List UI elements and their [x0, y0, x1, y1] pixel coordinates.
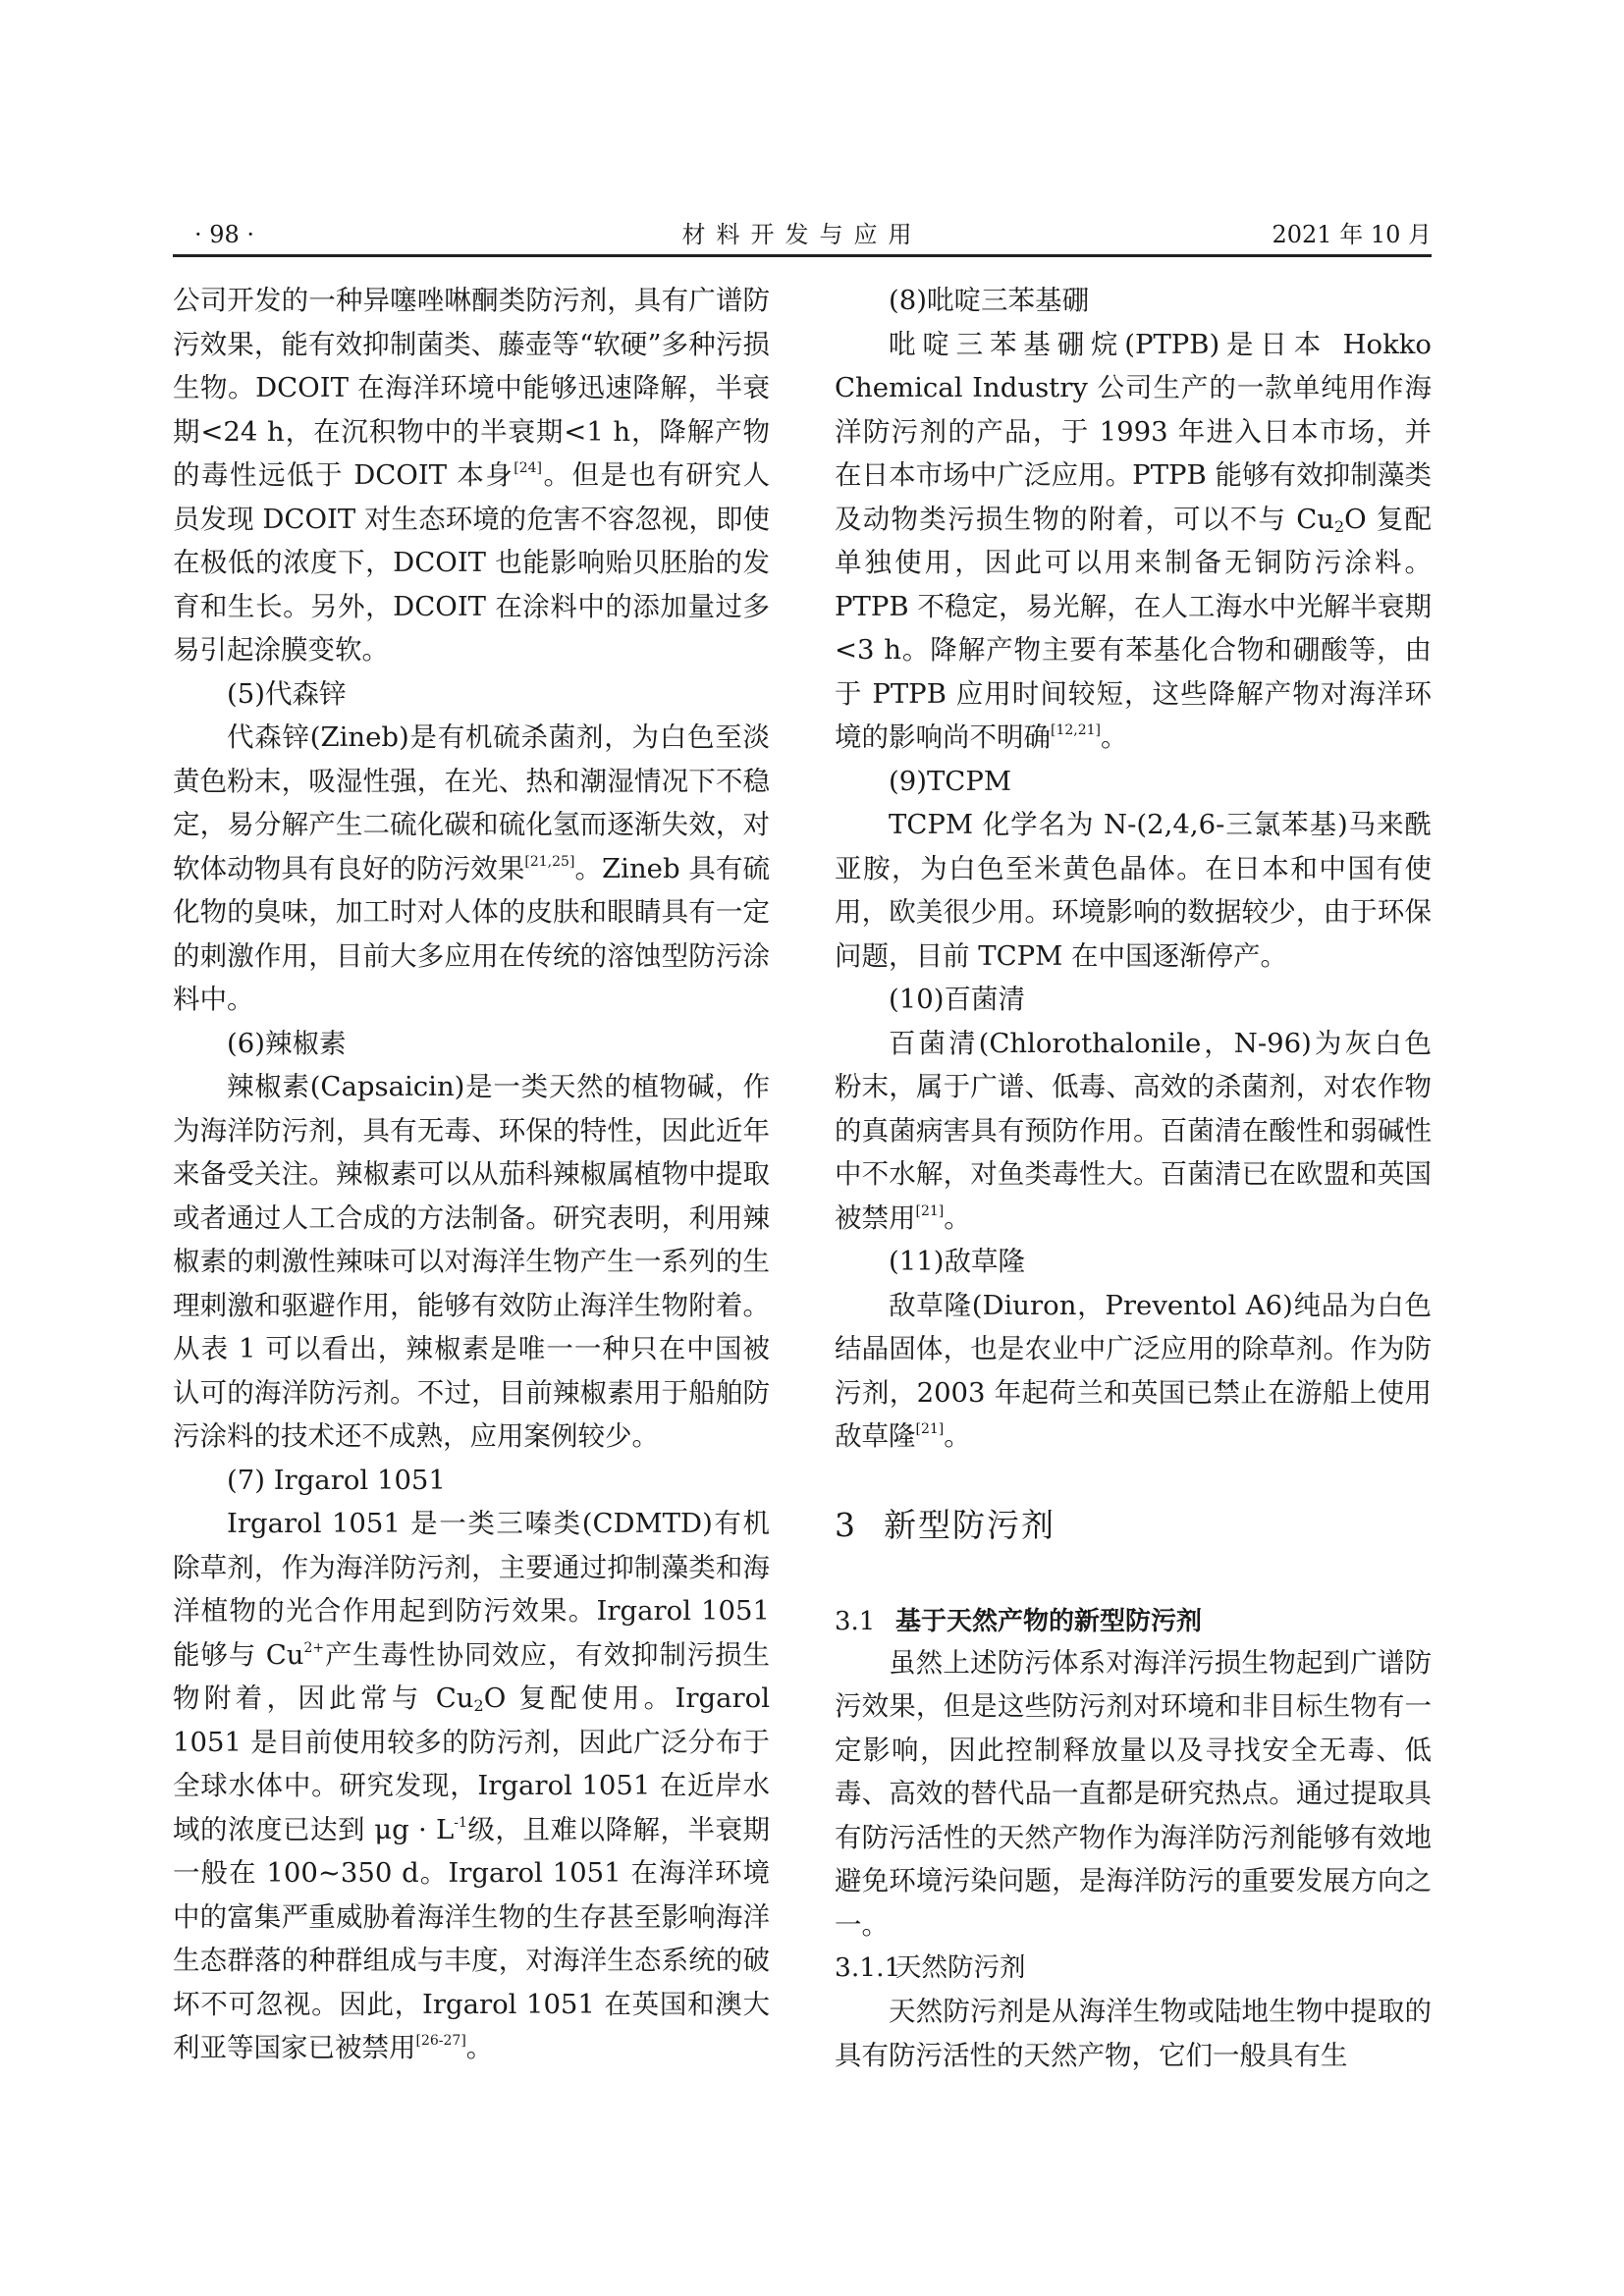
issue-date: 2021 年 10 月	[1272, 221, 1432, 248]
paragraph-diuron: 敌草隆(Diuron，Preventol A6)纯品为白色结晶固体，也是农业中广泛应用的除草剂。作为防污剂，2003 年起荷兰和英国已禁止在游船上使用敌草隆[21]。	[835, 1289, 1432, 1452]
left-column	[173, 279, 770, 2070]
section-number: 3	[835, 1505, 857, 1544]
heading-zineb: (5)代森锌	[227, 677, 347, 710]
journal-title: 材料开发与应用	[681, 221, 923, 248]
citation: [21,25]	[524, 853, 575, 870]
page-number: · 98 ·	[194, 221, 255, 248]
paragraph-zineb: 代森锌(Zineb)是有机硫杀菌剂，为白色至淡黄色粉末，吸湿性强，在光、热和潮湿情况下不稳定，易分解产生二硫化碳和硫化氢而逐渐失效，对软体动物具有良好的防污效果[21,25]。Zineb 具有硫化物的臭味，加工时对人体的皮肤和眼睛具有一定的刺激作用，目前大多应用在传统的溶蚀型防污涂料中。	[173, 721, 771, 1015]
paragraph-irgarol: Irgarol 1051 是一类三嗪类(CDMTD)有机除草剂，作为海洋防污剂，主要通过抑制藻类和海洋植物的光合作用起到防污效果。Irgarol 1051 能够与 $Cu^{2+}$产生毒性协同效应，有效抑制污损生物附着，因此常与 $Cu_2O$ 复配使用。Irgarol 1051 是目前使用较多的防污剂，因此广泛分布于全球水体中。研究发现，Irgarol 1051 在近岸水域的浓度已达到 $\mu g \cdot L^{-1}$级，且难以降解，半衰期一般在 100~350 d。Irgarol 1051 在海洋环境中的富集严重威胁着海洋生物的生存甚至影响海洋生态群落的种群组成与丰度，对海洋生态系统的破坏不可忽视。因此，Irgarol 1051 在英国和澳大利亚等国家已被禁用[26-27]。	[173, 1508, 771, 2063]
heading-ptpb: (8)吡啶三苯基硼	[889, 285, 1089, 316]
subsection-title: 基于天然产物的新型防污剂	[895, 1606, 1203, 1636]
paragraph-chlorothalonil: 百菌清(Chlorothalonile，N-96)为灰白色粉末，属于广谱、低毒、高效的杀菌剂，对农作物的真菌病害具有预防作用。百菌清在酸性和弱碱性中不水解，对鱼类毒性大。百菌清已在欧盟和英国被禁用[21]。	[835, 1027, 1432, 1234]
paragraph-natural-products: 虽然上述防污体系对海洋污损生物起到广谱防污效果，但是这些防污剂对环境和非目标生物有一定影响，因此控制释放量以及寻找安全无毒、低毒、高效的替代品一直都是研究热点。通过提取具有防污活性的天然产物作为海洋防污剂能够有效地避免环境污染问题，是海洋防污的重要发展方向之一。	[835, 1646, 1432, 1941]
paragraph-natural-antifoulants: 天然防污剂是从海洋生物或陆地生物中提取的具有防污活性的天然产物，它们一般具有生	[835, 1996, 1432, 2071]
page-header	[173, 218, 1432, 251]
section-heading	[835, 1504, 1432, 1547]
subsection-heading	[835, 1602, 1432, 1641]
subsection-number: 3.1	[835, 1606, 876, 1636]
heading-tcpm: (9)TCPM	[889, 765, 1011, 797]
heading-chlorothalonil: (10)百菌清	[889, 984, 1025, 1015]
subsubsection-heading	[835, 1947, 1432, 1990]
citation: [21]	[915, 1202, 945, 1219]
heading-irgarol: (7) Irgarol 1051	[227, 1464, 446, 1496]
heading-capsaicin: (6)辣椒素	[227, 1027, 347, 1059]
paragraph-dcoit: 公司开发的一种异噻唑啉酮类防污剂，具有广谱防污效果，能有效抑制菌类、藤壶等“软硬”多种污损生物。DCOIT 在海洋环境中能够迅速降解，半衰期<24 h，在沉积物中的半衰期<1 h，降解产物的毒性远低于 DCOIT 本身[24]。但是也有研究人员发现 DCOIT 对生态环境的危害不容忽视，即使在极低的浓度下，DCOIT 也能影响贻贝胚胎的发育和生长。另外，DCOIT 在涂料中的添加量过多易引起涂膜变软。	[173, 285, 770, 666]
subsubsection-number: 3.1.1	[835, 1952, 901, 1983]
heading-diuron: (11)敌草隆	[889, 1246, 1025, 1277]
citation: [21]	[915, 1421, 945, 1438]
citation: [24]	[514, 460, 543, 477]
section-title: 新型防污剂	[884, 1505, 1056, 1544]
right-column	[835, 279, 1432, 2077]
paragraph-ptpb: 吡啶三苯基硼烷(PTPB)是日本 Hokko Chemical Industry 公司生产的一款单纯用作海洋防污剂的产品，于 1993 年进入日本市场，并在日本市场中广泛应用。PTPB 能够有效抑制藻类及动物类污损生物的附着，可以不与 $Cu_2O$ 复配单独使用，因此可以用来制备无铜防污涂料。PTPB 不稳定，易光解，在人工海水中光解半衰期<3 h。降解产物主要有苯基化合物和硼酸等，由于 PTPB 应用时间较短，这些降解产物对海洋环境的影响尚不明确[12,21]。	[835, 328, 1432, 753]
citation: [26-27]	[415, 2033, 466, 2050]
paragraph-capsaicin: 辣椒素(Capsaicin)是一类天然的植物碱，作为海洋防污剂，具有无毒、环保的特性，因此近年来备受关注。辣椒素可以从茄科辣椒属植物中提取或者通过人工合成的方法制备。研究表明，利用辣椒素的刺激性辣味可以对海洋生物产生一系列的生理刺激和驱避作用，能够有效防止海洋生物附着。从表 1 可以看出，辣椒素是唯一一种只在中国被认可的海洋防污剂。不过，目前辣椒素用于船舶防污涂料的技术还不成熟，应用案例较少。	[173, 1071, 770, 1452]
header-rule	[173, 254, 1432, 257]
subsubsection-title: 天然防污剂	[895, 1952, 1026, 1983]
citation: [12,21]	[1051, 722, 1102, 739]
paragraph-tcpm: TCPM 化学名为 N-(2,4,6-三氯苯基)马来酰亚胺，为白色至米黄色晶体。在日本和中国有使用，欧美很少用。环境影响的数据较少，由于环保问题，目前 TCPM 在中国逐渐停产。	[835, 809, 1432, 972]
